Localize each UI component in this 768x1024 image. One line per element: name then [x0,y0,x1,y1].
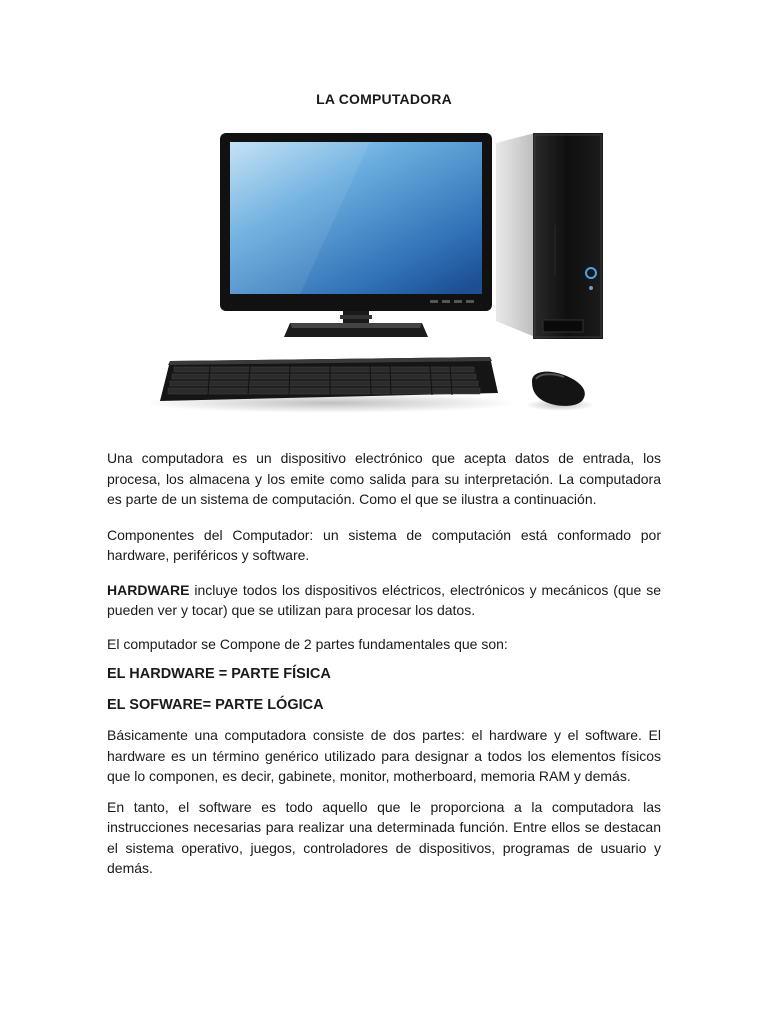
hardware-description: incluye todos los dispositivos eléctricos, electrónicos y mecánicos (que se pueden ver y tocar) que se utilizan para procesar los datos. [107,581,661,618]
heading-software: EL SOFWARE= PARTE LÓGICA [107,696,324,713]
page-title: LA COMPUTADORA [316,91,452,107]
paragraph-components: Componentes del Computador: un sistema de computación está conformado por hardware, periféricos y software. [107,526,661,563]
paragraph-hardware [107,580,661,621]
monitor [220,133,492,337]
keyboard [160,357,498,401]
computer-illustration [150,125,620,415]
tower-case [496,133,603,339]
paragraph-parts: El computador se Compone de 2 partes fundamentales que son: [107,635,508,652]
hardware-term: HARDWARE [107,581,190,598]
document-body [107,448,661,879]
paragraph-intro: Una computadora es un dispositivo electrónico que acepta datos de entrada, los procesa, los almacena y los emite como salida para su interpretación. La computadora es parte de un sistema de computación. Como el que se ilustra a continuación. [107,450,661,507]
paragraph-software: En tanto, el software es todo aquello que le proporciona a la computadora las instrucciones necesarias para realizar una determinada función. Entre ellos se destacan el sistema operativo, juegos, controladores de dispositivos, programas de usuario y demás. [107,798,661,876]
heading-hardware: EL HARDWARE = PARTE FÍSICA [107,666,331,682]
paragraph-basics: Básicamente una computadora consiste de dos partes: el hardware y el software. El hardware es un término genérico utilizado para designar a todos los elementos físicos que lo componen, es decir, gabinete, monitor, motherboard, memoria RAM y demás. [107,727,661,784]
